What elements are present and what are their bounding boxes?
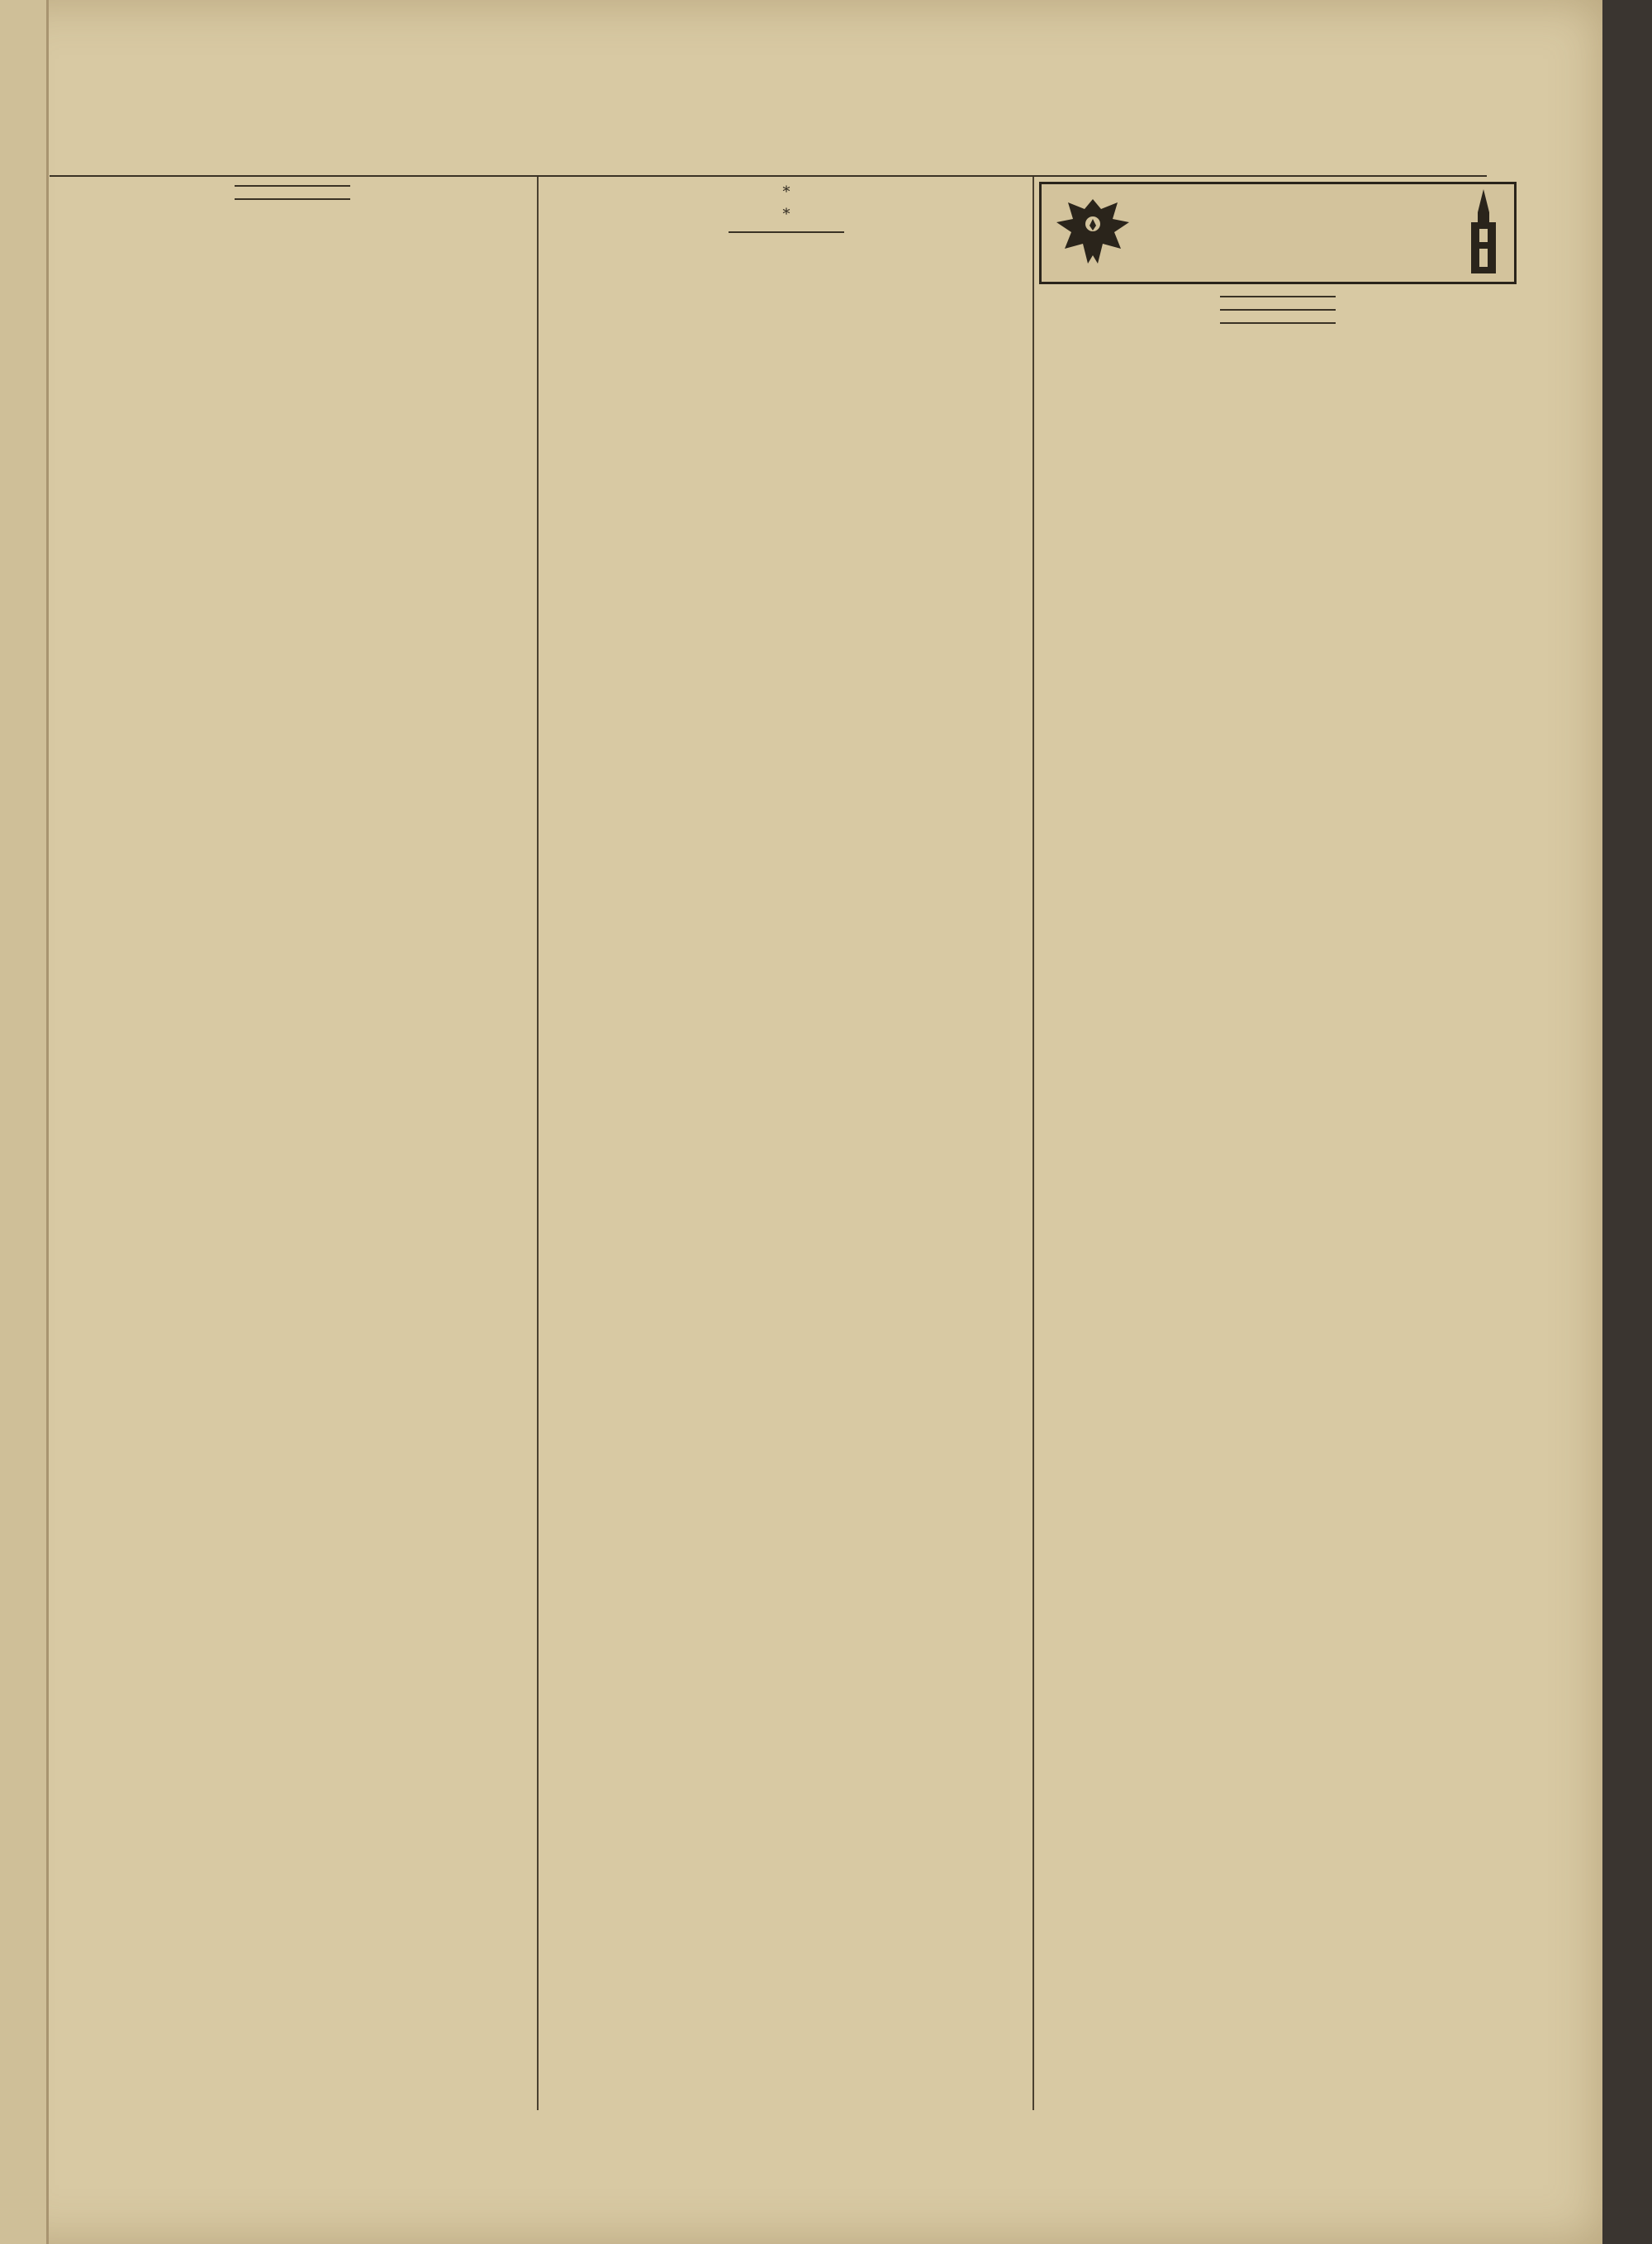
section-divider [729,231,844,233]
separator-star: * [782,206,790,223]
section-divider [1220,296,1336,297]
previous-page-edge [0,0,49,2244]
section-divider [1220,322,1336,324]
masthead-neues-vom-tage [1039,182,1517,284]
column-2 [545,177,1028,245]
book-binding [1602,0,1652,2244]
page-header [116,145,1479,178]
section-divider [1220,309,1336,311]
column-3 [1039,177,1517,335]
section-divider [235,198,350,200]
column-1 [51,177,534,212]
cathedral-icon [1460,188,1507,277]
column-rule [1032,177,1034,2110]
section-divider [235,185,350,187]
separator-star: * [782,183,790,201]
column-rule [537,177,539,2110]
eagle-crest-icon [1048,191,1137,273]
